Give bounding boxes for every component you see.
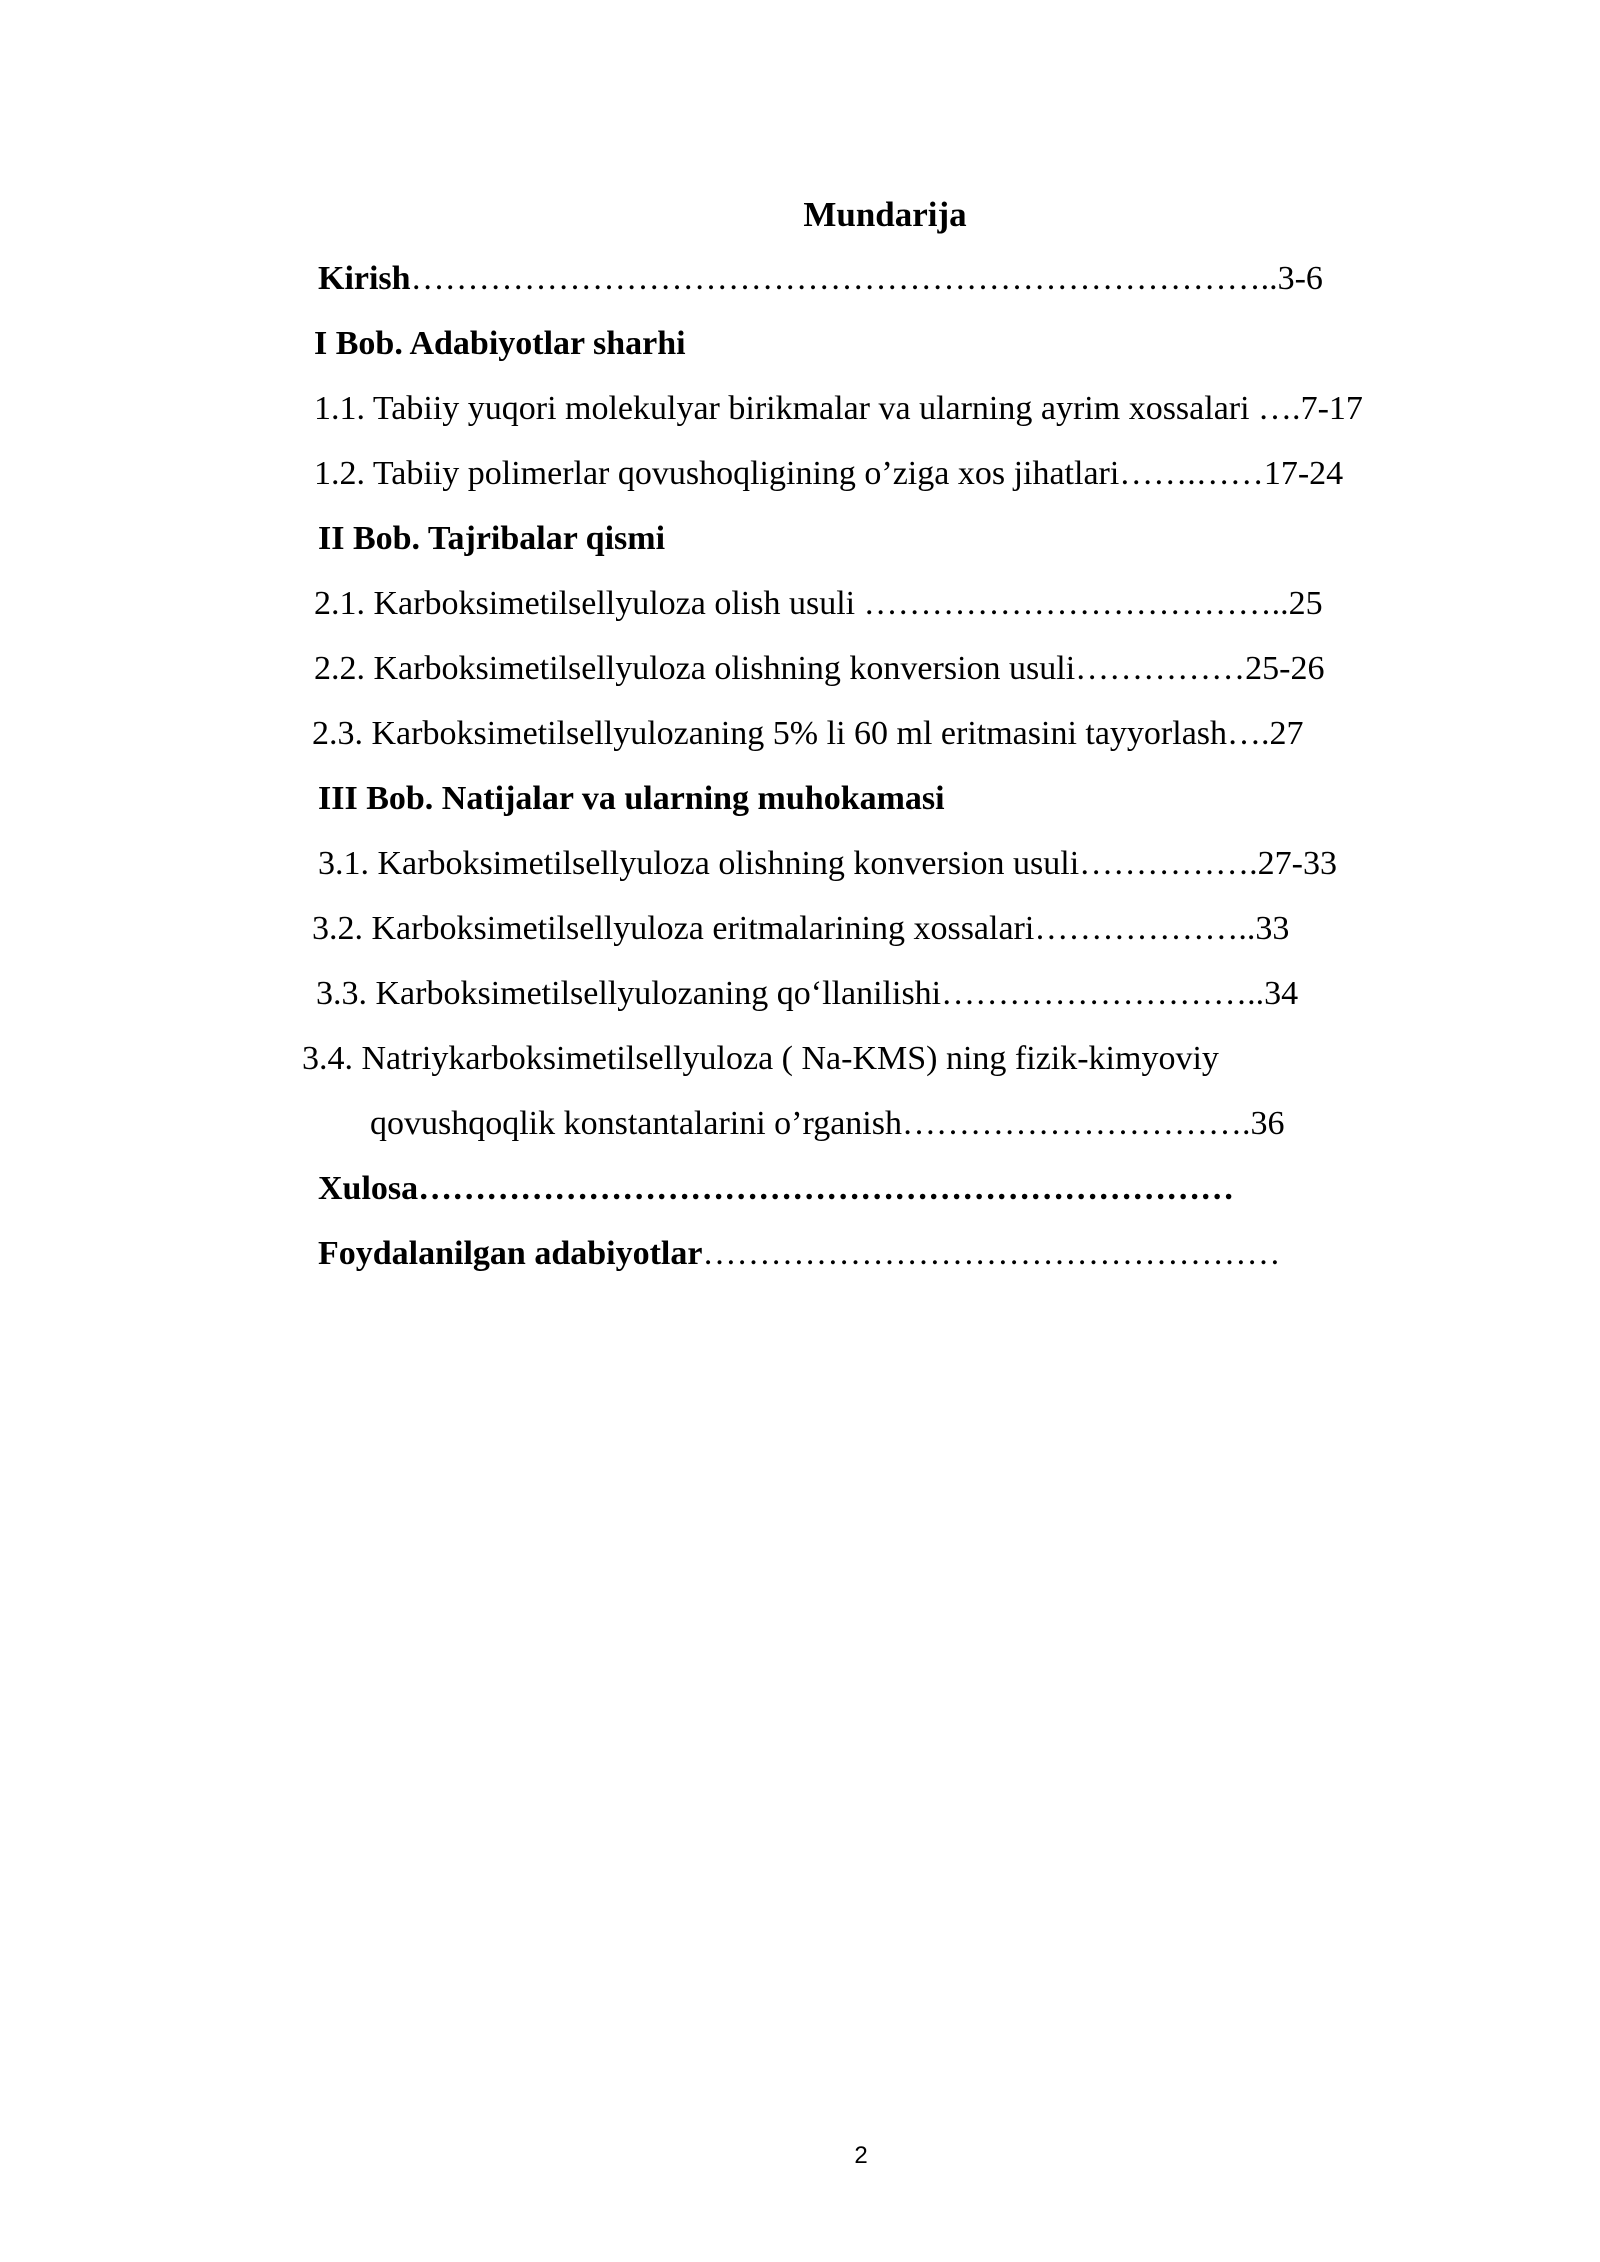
toc-entry-label: 2.2. Karboksimetilsellyuloza olishning konversion usuli…………… [314,650,1246,687]
toc-entry-xulosa [318,1164,1234,1214]
toc-entry-page: 25 [1288,585,1323,622]
page-title: Mundarija [803,195,967,234]
toc-entry-page: 27 [1269,715,1304,752]
toc-entry-page: 17-24 [1263,455,1344,492]
toc-entry-2-3 [312,709,1304,759]
toc-entry-kirish [318,254,1323,304]
toc-entry-label: Kirish [318,260,411,297]
toc-entry-label: qovushqoqlik konstantalarini o’rganish…………………………. [370,1105,1251,1142]
toc-entry-page: 3-6 [1277,260,1323,297]
toc-chapter-1-heading: I Bob. Adabiyotlar sharhi [314,325,686,362]
toc-entry-label: 1.1. Tabiiy yuqori molekulyar birikmalar va ularning ayrim xossalari …. [314,390,1301,427]
page-number: 2 [854,2142,868,2169]
toc-entry-3-4-line-2 [370,1099,1284,1149]
toc-entry-label: 2.3. Karboksimetilsellyulozaning 5% li 60 ml eritmasini tayyorlash…. [312,715,1270,752]
toc-entry-page: 7-17 [1300,390,1363,427]
toc-entry-leader: …………………………………………… [702,1235,1281,1272]
toc-entry-label: 3.3. Karboksimetilsellyulozaning qo‘llanilishi……………………….. [316,975,1265,1012]
toc-entry-page: 25-26 [1245,650,1325,687]
toc-entry-page: 27-33 [1257,845,1337,882]
toc-entry-page: 33 [1255,910,1290,947]
toc-entry-label: 2.1. Karboksimetilsellyuloza olish usuli ……………………………….. [314,585,1289,622]
toc-entry-label: 3.4. Natriykarboksimetilsellyuloza ( Na-KMS) ning fizik-kimyoviy [302,1040,1219,1077]
toc-entry-2-2 [314,644,1324,694]
toc-chapter-2-heading: II Bob. Tajribalar qismi [318,520,666,557]
toc-entry-bibliography [318,1229,1280,1279]
toc-chapter-3-heading: III Bob. Natijalar va ularning muhokamasi [318,780,945,817]
toc-entry-3-1 [318,839,1337,889]
toc-entry-1-1 [314,384,1363,434]
toc-entry-label: 3.1. Karboksimetilsellyuloza olishning konversion usuli……………. [318,845,1258,882]
toc-entry-label: 1.2. Tabiiy polimerlar qovushoqligining o’ziga xos jihatlari…….…… [314,455,1264,492]
toc-entry-label: Xulosa [318,1170,419,1207]
toc-entry-label: Foydalanilgan adabiyotlar [318,1235,703,1272]
toc-entry-3-2 [312,904,1289,954]
toc-entry-page: 34 [1264,975,1299,1012]
toc-entry-2-1 [314,579,1323,629]
toc-entry-leader: ……………………………………………………………… [418,1170,1235,1207]
toc-entry-3-3 [316,969,1298,1019]
toc-entry-1-2 [314,449,1343,499]
toc-entry-3-4-line-1 [302,1034,1219,1084]
toc-entry-page: 36 [1250,1105,1285,1142]
toc-entry-label: 3.2. Karboksimetilsellyuloza eritmalarining xossalari……………….. [312,910,1256,947]
toc-entry-leader: ………………………………………………………………….. [410,260,1278,297]
